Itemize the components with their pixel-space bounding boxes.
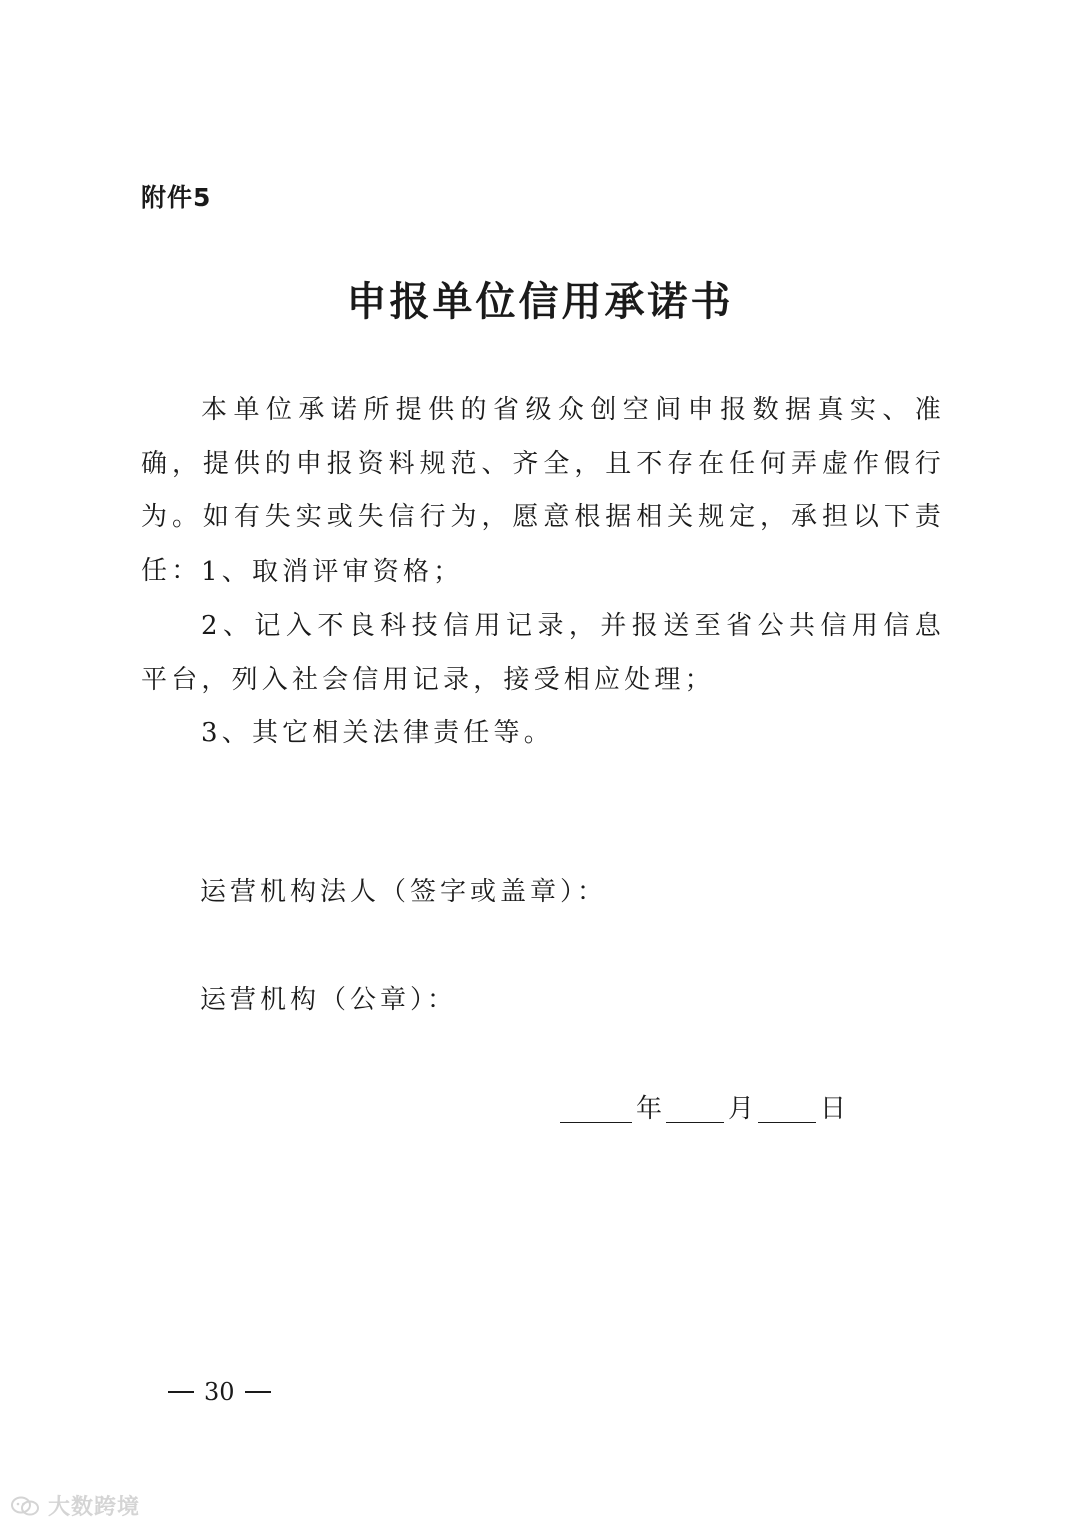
intro-paragraph: 本单位承诺所提供的省级众创空间申报数据真实、准确，提供的申报资料规范、齐全，且不存在任何弄虚作假行为。如有失实或失信行为，愿意根据相关规定，承担以下责任： (141, 395, 945, 586)
page-number-right-dash (245, 1391, 271, 1393)
watermark-text: 大数跨境 (48, 1495, 141, 1520)
month-blank (666, 1088, 724, 1123)
day-unit: 日 (820, 1094, 847, 1124)
legal-person-signature-label: 运营机构法人（签字或盖章）： (200, 877, 608, 907)
watermark (10, 1490, 140, 1521)
day-blank (758, 1088, 816, 1123)
month-unit: 月 (728, 1094, 755, 1124)
document-title: 申报单位信用承诺书 (346, 279, 734, 325)
responsibility-item-1: 1、取消评审资格； (201, 557, 464, 587)
year-unit: 年 (636, 1094, 663, 1124)
date-line (560, 1088, 850, 1129)
page-number-text: 30 (204, 1378, 235, 1406)
organization-seal-label: 运营机构（公章）： (200, 985, 458, 1015)
page-number-left-dash (168, 1391, 194, 1393)
year-blank (560, 1088, 632, 1123)
page-number (168, 1372, 271, 1412)
wechat-logo-icon (10, 1495, 40, 1517)
responsibility-item-3: 3、其它相关法律责任等。 (201, 718, 554, 748)
attachment-label: 附件5 (141, 183, 212, 212)
responsibility-item-2: 2、记入不良科技信用记录，并报送至省公共信用信息平台，列入社会信用记录，接受相应处理； (141, 611, 945, 695)
